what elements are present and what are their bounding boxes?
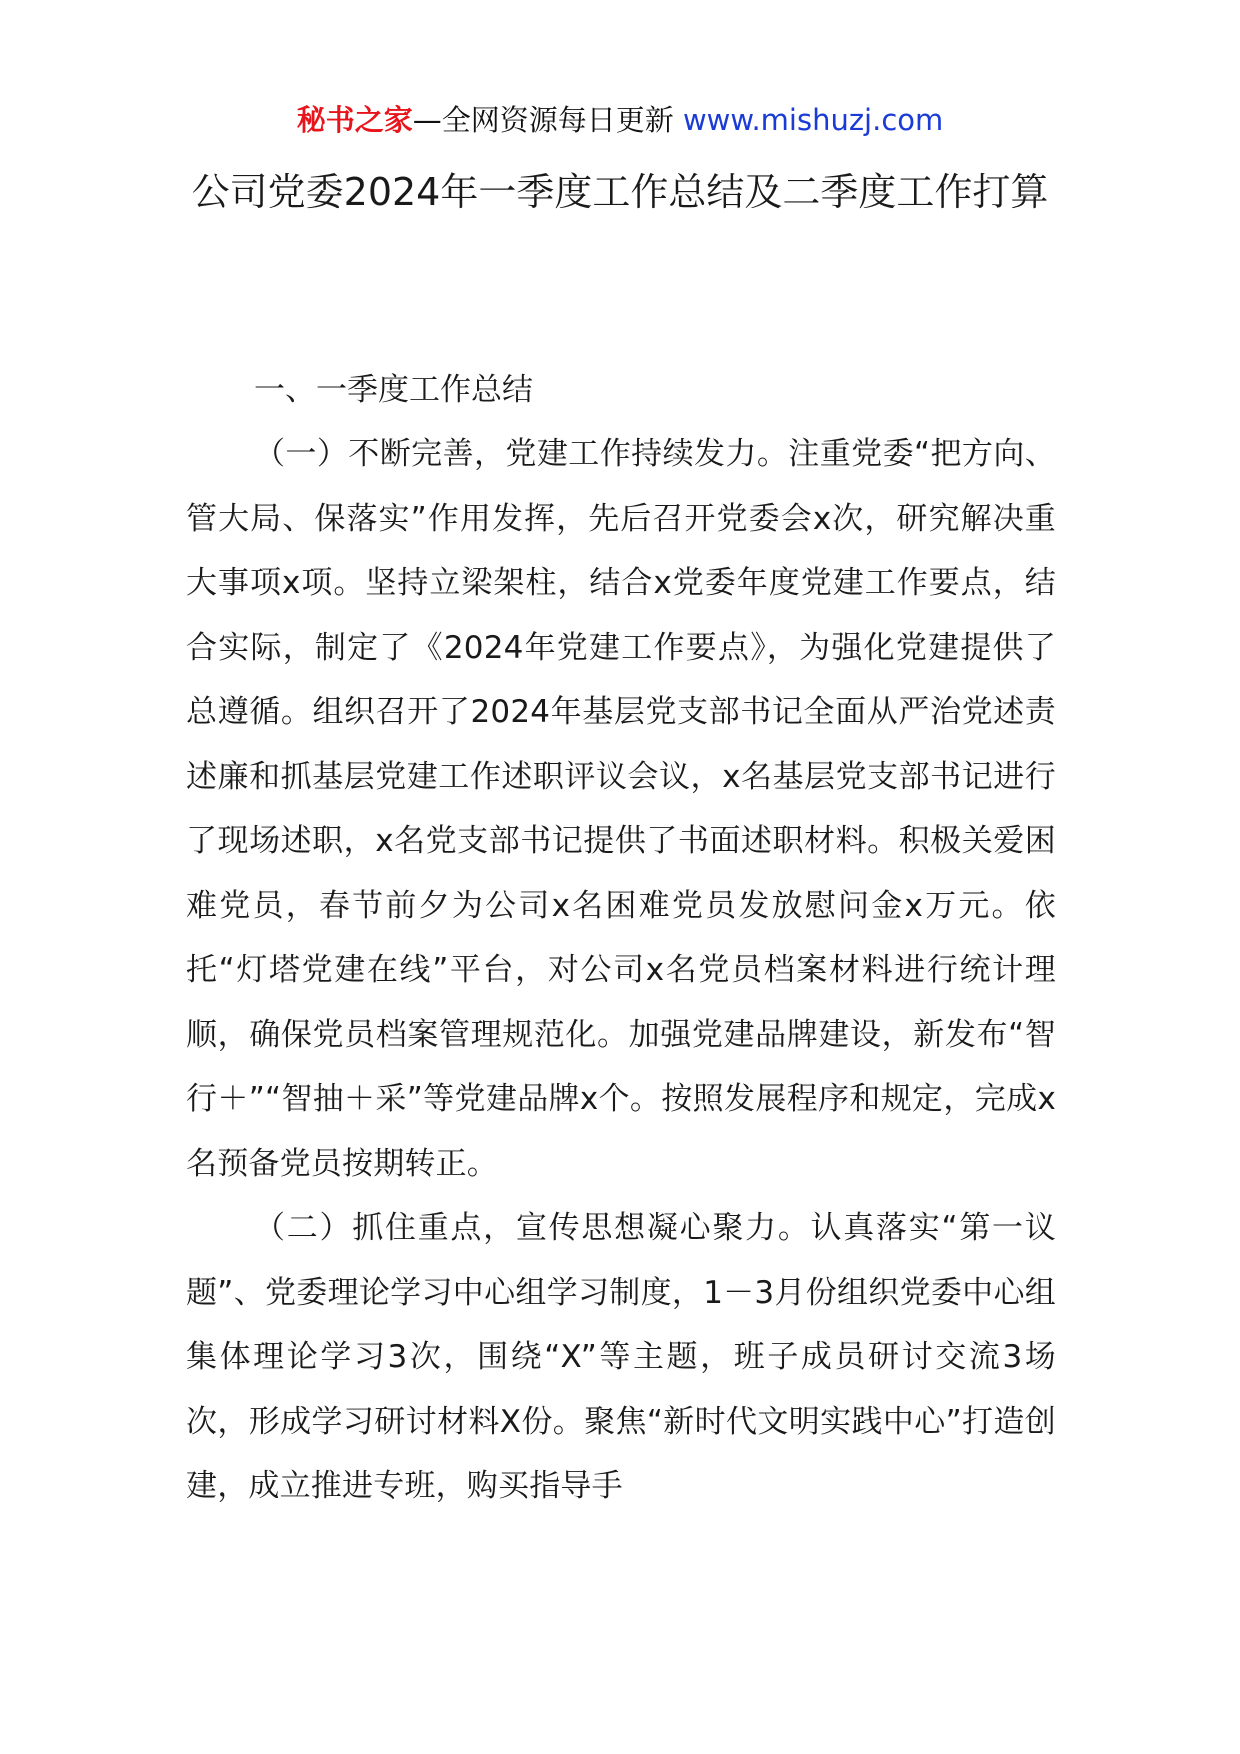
- site-header: [0, 100, 1240, 140]
- document-body: [186, 358, 1056, 1519]
- site-url-link[interactable]: www.mishuzj.com: [682, 103, 944, 137]
- paragraph-2: （二）抓住重点，宣传思想凝心聚力。认真落实“第一议题”、党委理论学习中心组学习制度，1－3月份组织党委中心组集体理论学习3次，围绕“X”等主题，班子成员研讨交流3场次，形成学习研讨材料X份。聚焦“新时代文明实践中心”打造创建，成立推进专班，购买指导手: [186, 1210, 1056, 1504]
- site-brand: 秘书之家: [296, 103, 413, 137]
- document-title: 公司党委2024年一季度工作总结及二季度工作打算: [191, 170, 1049, 214]
- section-heading: 一、一季度工作总结: [254, 372, 533, 408]
- site-slogan: —全网资源每日更新: [412, 103, 674, 137]
- paragraph-1: （一）不断完善，党建工作持续发力。注重党委“把方向、管大局、保落实”作用发挥，先后召开党委会x次，研究解决重大事项x项。坚持立梁架柱，结合x党委年度党建工作要点，结合实际，制定了《2024年党建工作要点》，为强化党建提供了总遵循。组织召开了2024年基层党支部书记全面从严治党述责述廉和抓基层党建工作述职评议会议，x名基层党支部书记进行了现场述职，x名党支部书记提供了书面述职材料。积极关爱困难党员，春节前夕为公司x名困难党员发放慰问金x万元。依托“灯塔党建在线”平台，对公司x名党员档案材料进行统计理顺，确保党员档案管理规范化。加强党建品牌建设，新发布“智行＋”“智抽＋采”等党建品牌x个。按照发展程序和规定，完成x名预备党员按期转正。: [186, 436, 1056, 1182]
